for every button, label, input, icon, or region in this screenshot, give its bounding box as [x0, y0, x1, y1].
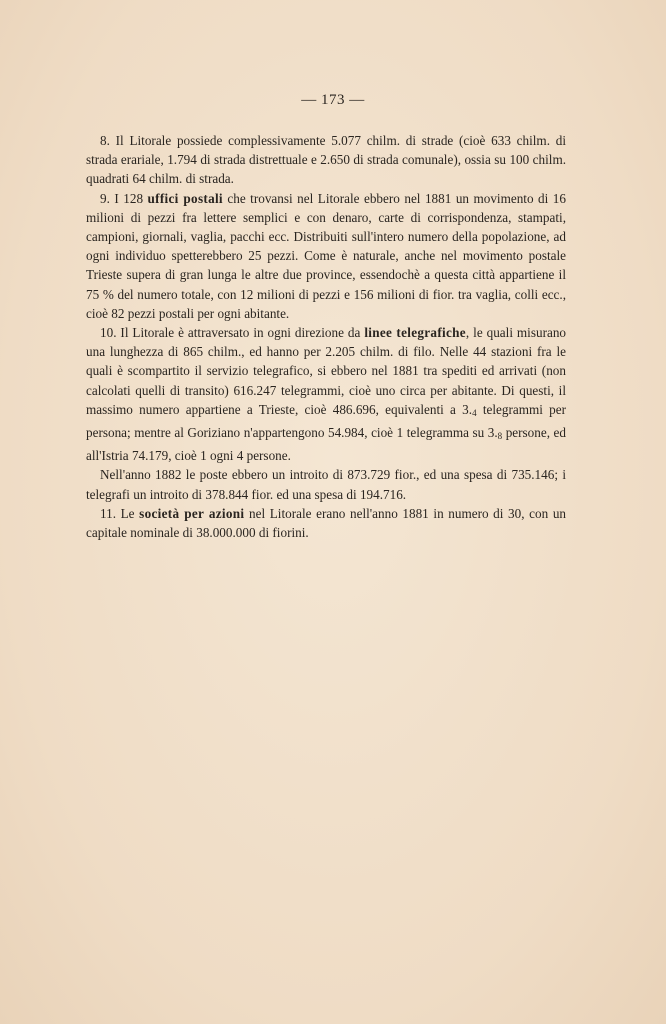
bold-term: linee telegrafiche	[364, 325, 466, 341]
page-number: — 173 —	[301, 92, 365, 108]
paragraph-poste-introito	[86, 465, 566, 503]
bold-term: uffici postali	[147, 190, 223, 206]
bold-term: società per azioni	[139, 505, 245, 521]
body-text	[86, 131, 566, 542]
decimal-subscript: 8	[497, 431, 503, 442]
paragraph-text: nel Litorale erano nell'anno 1881 in numero di 30, con un capitale nominale di 38.000.000 di fiorini.	[86, 505, 567, 541]
paragraph-text: , le quali misurano una lunghezza di 865 chilm., ed hanno per 2.205 chilm. di filo. Nelle 44 stazioni fra le quali è scompartito il servizio telegrafico, si ebbero nel 1881 tra spediti ed arrivati (non calcolati quelli di transito) 616.247 telegrammi, cioè uno circa per abitante. Di questi, il massimo numero appartiene a Trieste, cioè 486.696, equivalenti a	[86, 325, 567, 417]
decimal-integer: 3	[487, 425, 495, 441]
paragraph-text: telegrammi per persona; mentre al Goriziano n'appartengono 54.984, cioè 1 telegramma su	[86, 401, 566, 441]
paragraph-8-strade	[86, 131, 566, 189]
paragraph-9-uffici-postali	[86, 189, 566, 323]
paragraph-text: 11. Le	[100, 505, 140, 521]
paragraph-text: 10. Il Litorale è attraversato in ogni direzione da	[100, 325, 365, 341]
decimal-subscript: 4	[472, 407, 477, 418]
paragraph-11-societa-per-azioni	[86, 504, 566, 542]
paragraph-text: Nell'anno 1882 le poste ebbero un introito di 873.729 fior., ed una spesa di 735.146; i telegrafi un introito di 378.844 fior. ed una spesa di 194.716.	[86, 467, 566, 502]
paragraph-text: 8. Il Litorale possiede complessivamente 5.077 chilm. di strade (cioè 633 chilm. di strada erariale, 1.794 di strada distrettuale e 2.650 di strada comunale), ossia su 100 chilm. quadrati 64 chilm. di strada.	[86, 133, 566, 187]
paragraph-text: 9. I 128	[100, 190, 148, 206]
decimal-integer: 3	[462, 401, 469, 417]
paragraph-text: che trovansi nel Litorale ebbero nel 1881 un movimento di 16 milioni di pezzi fra lettere semplici e con denaro, carte di corrispondenza, stampati, campioni, giornali, vaglia, pacchi ecc. Distribuiti sull'intero numero della popolazione, ad ogni individuo spetterebbero 25 pezzi. Come è naturale, anche nel movimento postale Trieste supera di gran lunga le altre due province, essendochè a questa città appartiene il 75 % del numero totale, con 12 milioni di pezzi e 156 milioni di fior. tra vaglia, colli ecc., cioè 82 pezzi postali per ogni abitante.	[86, 190, 566, 321]
paragraph-text: persone, ed all'Istria 74.179, cioè 1 ogni 4 persone.	[86, 425, 566, 464]
paragraph-10-linee-telegrafiche: 10. Il Litorale è attraversato in ogni direzione da linee telegrafiche, le quali misurano una lunghezza di 865 chilm., ed hanno per 2.205 chilm. di filo. Nelle 44 stazioni fra le quali è scompartito il servizio telegrafico, si ebbero nel 1881 tra spediti ed arrivati (non calcolati quelli di transito) 616.247 telegrammi, cioè uno circa per abitante. Di questi, il massimo numero appartiene a Trieste, cioè 486.696, equivalenti a $3._4$ telegrammi per persona; mentre al Goriziano n'appartengono 54.984, cioè 1 telegramma su $3._8$ persone, ed all'Istria 74.179, cioè 1 ogni 4 persone.	[86, 325, 567, 464]
